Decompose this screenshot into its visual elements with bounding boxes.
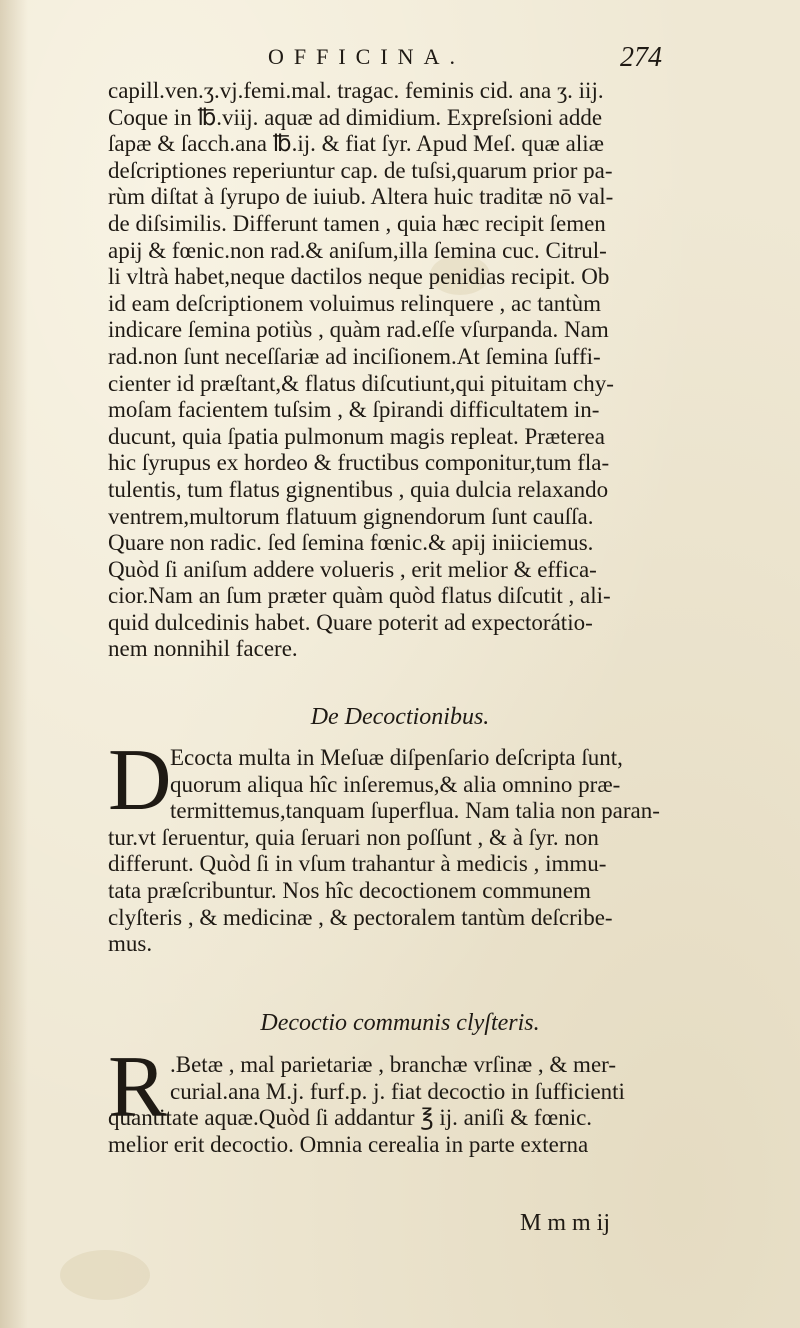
paragraph-body <box>108 745 678 958</box>
section-heading-clyster: Decoctio communis clyſteris. <box>260 1010 540 1036</box>
running-head: OFFICINA. <box>268 44 465 69</box>
text-line: cior.Nam an ſum præter quàm quòd flatus diſcutit , ali- <box>108 583 611 609</box>
text-line: indicare ſemina potiùs , quàm rad.eſſe vſurpanda. Nam <box>108 317 609 343</box>
text-line: Quare non radic. ſed ſemina fœnic.& apij iniiciemus. <box>108 530 594 556</box>
paragraph-body <box>108 1052 678 1158</box>
text-line: de diſsimilis. Differunt tamen , quia hæc recipit ſemen <box>108 210 606 236</box>
paragraph-syrup <box>108 78 678 663</box>
text-line: hic ſyrupus ex hordeo & fructibus componitur,tum fla- <box>108 450 610 476</box>
paragraph-body <box>108 78 678 663</box>
text-line: deſcriptiones reperiuntur cap. de tuſsi,quarum prior pa- <box>108 157 613 183</box>
text-line: ventrem,multorum flatuum gignendorum ſunt cauſſa. <box>108 503 594 529</box>
text-line: differunt. Quòd ſi in vſum trahantur à medicis , immu- <box>108 851 607 877</box>
text-line: rùm diſtat à ſyrupo de iuiub. Altera huic traditæ nō val- <box>108 184 614 210</box>
text-line: apij & fœnic.non rad.& aniſum,illa ſemina cuc. Citrul- <box>108 237 607 263</box>
text-line: ſapæ & ſacch.ana ℔.ij. & fiat ſyr. Apud Meſ. quæ aliæ <box>108 131 604 157</box>
drop-cap: D <box>108 732 172 829</box>
text-line: melior erit decoctio. Omnia cerealia in parte externa <box>108 1131 589 1157</box>
text-line: tata præſcribuntur. Nos hîc decoctionem communem <box>108 877 591 903</box>
text-line: clyſteris , & medicinæ , & pectoralem tantùm deſcribe- <box>108 904 613 930</box>
text-line: tulentis, tum flatus gignentibus , quia dulcia relaxando <box>108 476 609 502</box>
page-number: 274 <box>620 42 662 73</box>
text-line: curial.ana M.j. furf.p. j. fiat decoctio in ſufficienti <box>170 1078 625 1104</box>
text-line: capill.ven.ʒ.vj.femi.mal. tragac. feminis cid. ana ʒ. iij. <box>108 78 604 103</box>
text-line: nem nonnihil facere. <box>108 636 298 662</box>
drop-cap: R <box>108 1039 167 1136</box>
text-line: Quòd ſi aniſum addere volueris , erit melior & effica- <box>108 556 597 582</box>
paragraph-decoctions <box>108 732 678 958</box>
text-line: cienter id præſtant,& flatus diſcutiunt,qui pituitam chy- <box>108 370 614 396</box>
text-line: ducunt, quia ſpatia pulmonum magis repleat. Præterea <box>108 423 605 449</box>
paragraph-recipe <box>108 1039 678 1158</box>
text-line: Coque in ℔.viij. aquæ ad dimidium. Expreſsioni adde <box>108 104 603 130</box>
text-line: quid dulcedinis habet. Quare poterit ad expectorátio- <box>108 609 593 635</box>
text-line: Ecocta multa in Meſuæ diſpenſario deſcripta ſunt, <box>170 745 623 770</box>
section-heading-decoctions: De Decoctionibus. <box>310 704 490 730</box>
text-line: mus. <box>108 931 153 957</box>
text-line: li vltrà habet,neque dactilos neque penidias recipit. Ob <box>108 264 610 290</box>
text-line: rad.non ſunt neceſſariæ ad inciſionem.At ſemina ſuffi- <box>108 343 601 369</box>
text-line: moſam facientem tuſsim , & ſpirandi difficultatem in- <box>108 397 600 423</box>
text-line: .Betæ , mal parietariæ , branchæ vrſinæ , & mer- <box>170 1052 617 1077</box>
text-line: quorum aliqua hîc inſeremus,& alia omnino præ- <box>170 771 621 797</box>
text-line: termittemus,tanquam ſuperflua. Nam talia non paran- <box>170 798 660 824</box>
paper-stain <box>60 1250 150 1300</box>
text-line: id eam deſcriptionem voluimus relinquere , ac tantùm <box>108 290 602 316</box>
catchword-signature: M m m ij <box>520 1210 611 1236</box>
text-line: tur.vt ſeruentur, quia ſeruari non poſſunt , & à ſyr. non <box>108 824 599 850</box>
text-line: quantitate aquæ.Quòd ſi addantur ℥ ij. aniſi & fœnic. <box>108 1105 593 1131</box>
